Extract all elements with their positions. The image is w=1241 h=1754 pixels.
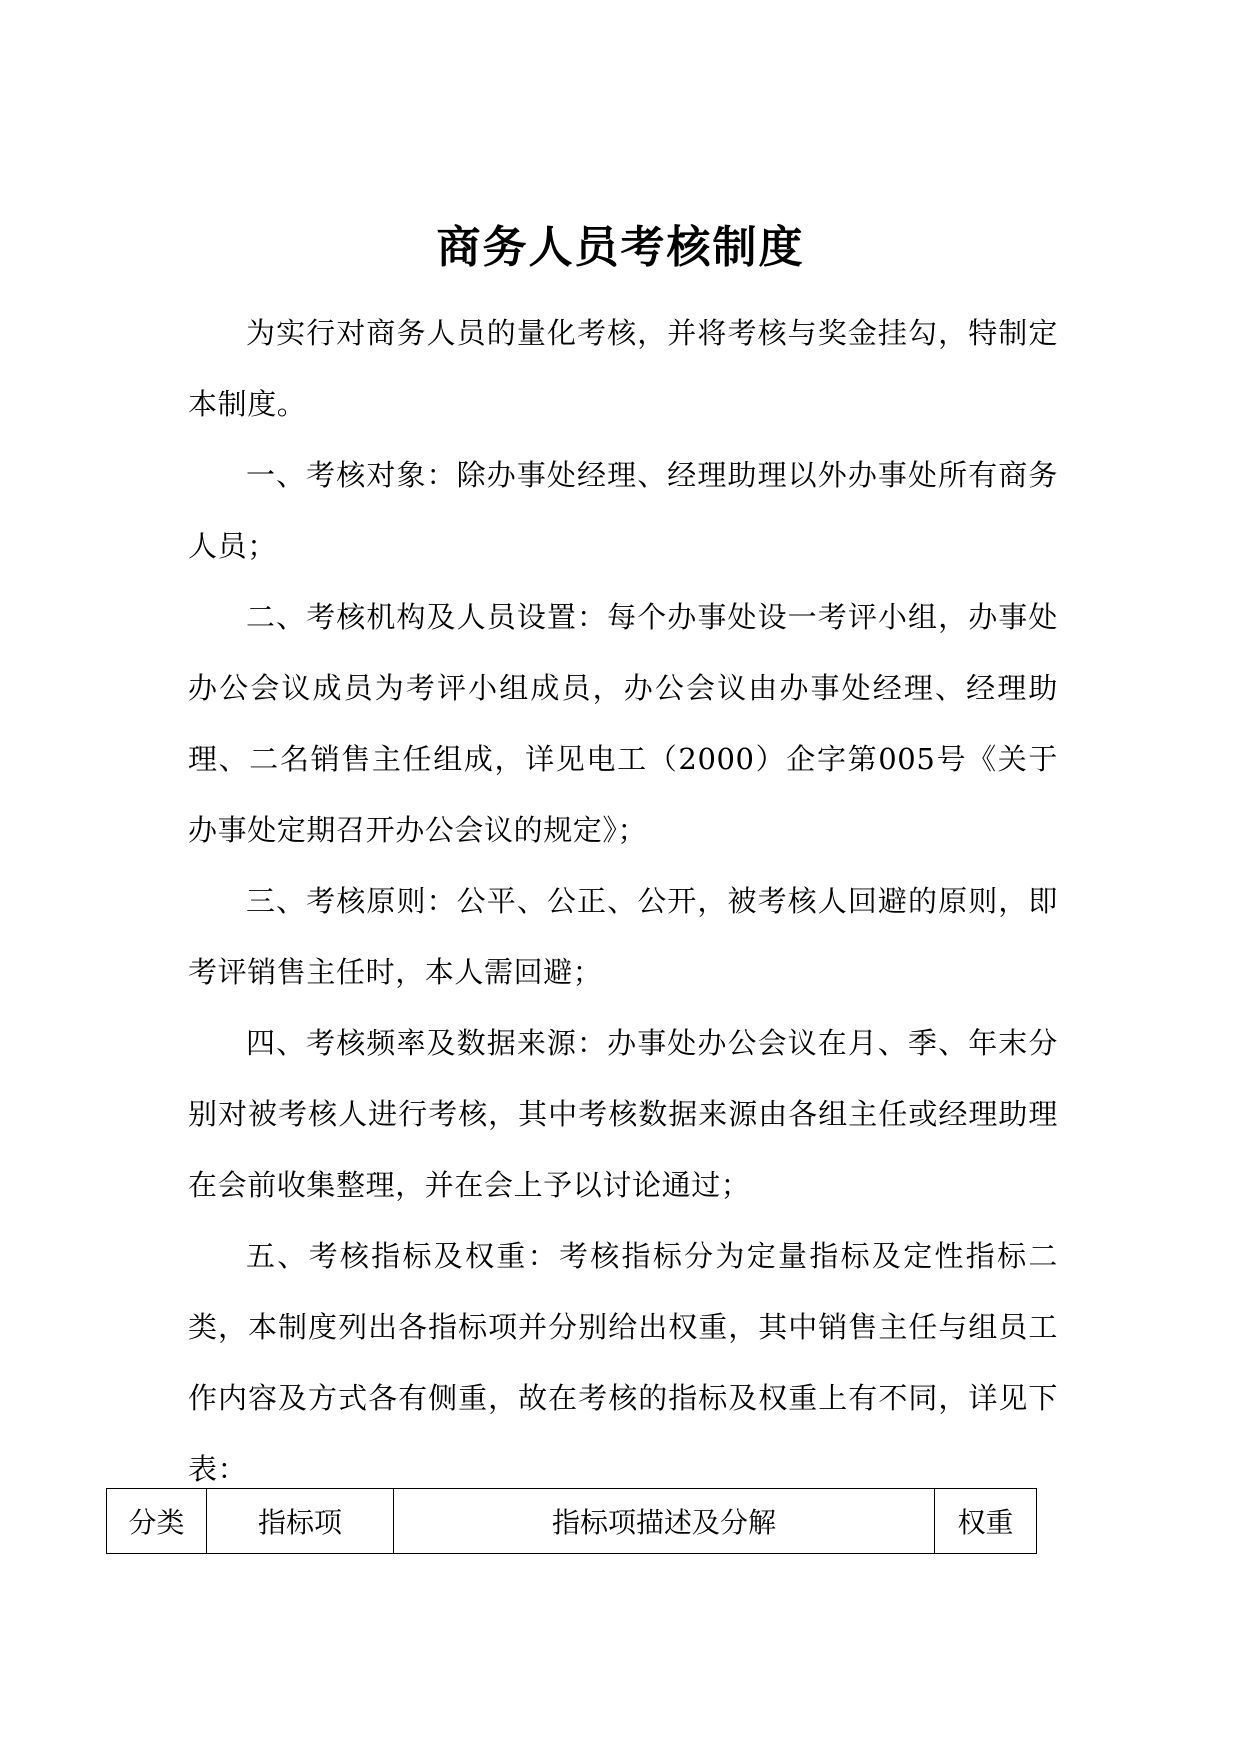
paragraph-assessment-principles: 三、考核原则：公平、公正、公开，被考核人回避的原则，即考评销售主任时，本人需回避； — [188, 884, 1058, 989]
table-header-category: 分类 — [107, 1489, 207, 1554]
document-body — [188, 298, 1058, 1505]
table-header-row — [107, 1489, 1037, 1554]
paragraph-assessment-frequency: 四、考核频率及数据来源：办事处办公会议在月、季、年末分别对被考核人进行考核，其中考核数据来源由各组主任或经理助理在会前收集整理，并在会上予以讨论通过； — [188, 1026, 1058, 1202]
table-header-description: 指标项描述及分解 — [394, 1489, 935, 1554]
table-header-indicator: 指标项 — [207, 1489, 394, 1554]
paragraph-assessment-target: 一、考核对象：除办事处经理、经理助理以外办事处所有商务人员； — [188, 458, 1058, 563]
table-header-weight: 权重 — [935, 1489, 1037, 1554]
paragraph-assessment-organization: 二、考核机构及人员设置：每个办事处设一考评小组，办事处办公会议成员为考评小组成员，办公会议由办事处经理、经理助理、二名销售主任组成，详见电工（2000）企字第005号《关于办事处定期召开办公会议的规定》； — [188, 600, 1058, 847]
indicator-table-container — [106, 1488, 1037, 1554]
indicator-table — [106, 1488, 1037, 1554]
document-title: 商务人员考核制度 — [436, 222, 805, 273]
paragraph-intro: 为实行对商务人员的量化考核，并将考核与奖金挂勾，特制定本制度。 — [188, 316, 1058, 421]
paragraph-assessment-indicators: 五、考核指标及权重：考核指标分为定量指标及定性指标二类，本制度列出各指标项并分别给出权重，其中销售主任与组员工作内容及方式各有侧重，故在考核的指标及权重上有不同，详见下表： — [188, 1239, 1058, 1486]
